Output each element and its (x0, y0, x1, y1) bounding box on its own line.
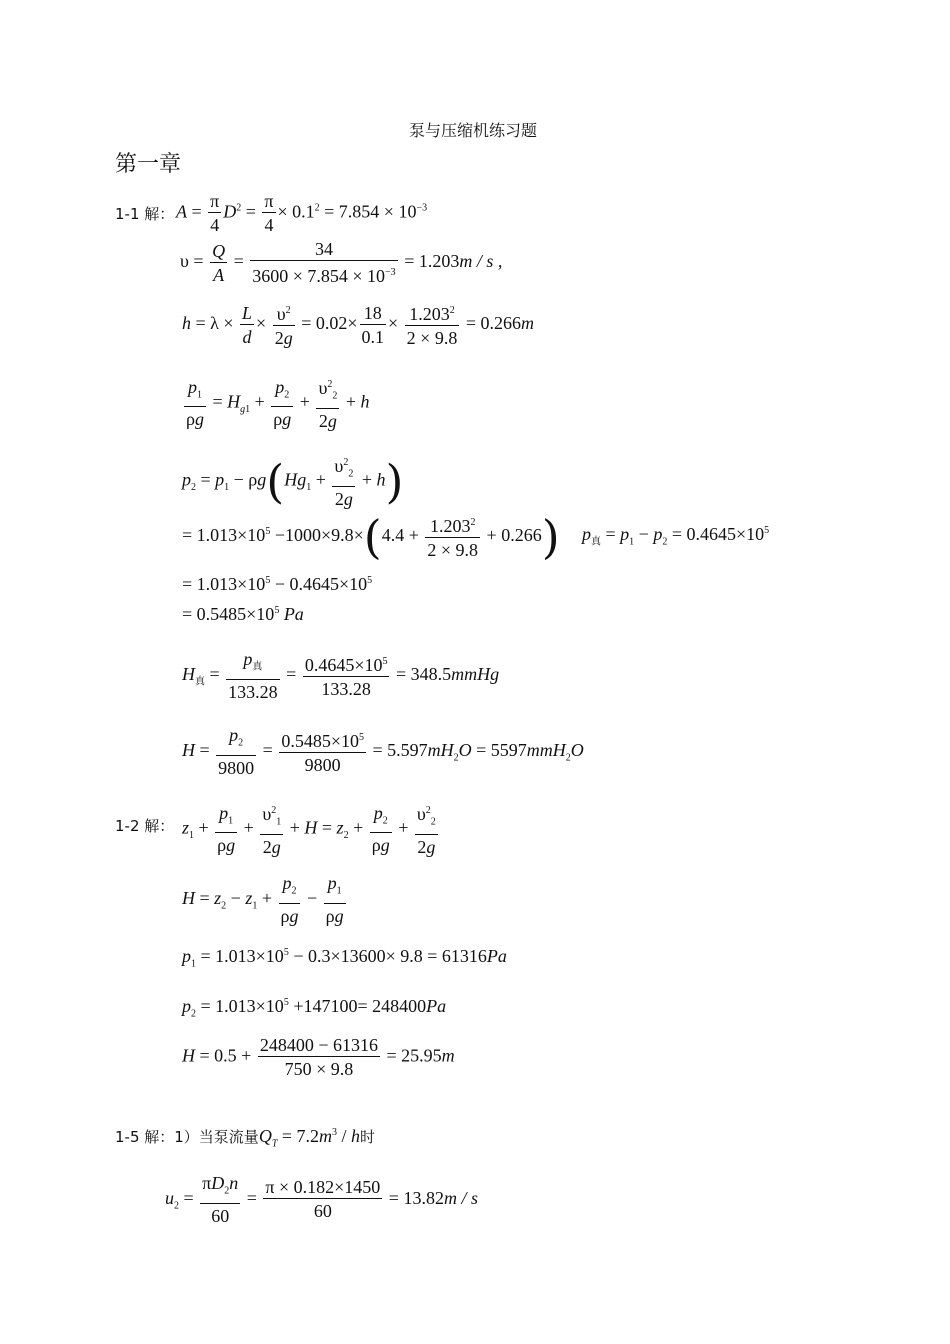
equation-head-loss: h = λ × $\frac{L}{d}$ × $\frac{\upsilon^2}{2g}$ = 0.02× $\frac{18}{0.1}$ × $\frac{1.203^2}{2 \times 9.8}$ = 0.266m (182, 300, 534, 350)
equation-area: A = $\frac{\pi}{4}$ $D^2$ = $\frac{\pi}{4}$ × $0.1^2 = 7.854 \times 10^{-3}$ (176, 191, 428, 235)
equation-p2-b: $p_2 = 1.013\times 10^5 +147100= 248400Pa$ (182, 996, 447, 1020)
equation-p2-numeric: = $1.013\times 10^5 -1000\times 9.8\times(4.4$ + $\frac{1.203^2}{2 \times 9.8}$ + 0.266) (182, 510, 560, 564)
document-title: 泵与压缩机练习题 (409, 121, 538, 140)
equation-head: $H = z_2 - z_1$ + $\frac{p_2}{\rho g}$ − $\frac{p_1}{\rho g}$ (182, 873, 344, 926)
equation-p2: $p_2 = p_1 - \rho g(Hg_1$ + $\frac{\upsilon^2_2}{2g}$ + h) (182, 452, 403, 511)
equation-p2-result: = $0.5485\times 10^5$ Pa (182, 604, 304, 624)
equation-p2-step: = $1.013\times 10^5 - 0.4645\times 10^5$ (182, 574, 373, 594)
equation-h-water: H = $\frac{p_2}{9800}$ = $\frac{0.5485\times 10^5}{9800}$ = $5.597mH_2O = 5597mmH_2O$ (182, 725, 584, 778)
equation-bernoulli: $\frac{p_1}{\rho g}$ = $H_{g1}$ + $\frac{p_2}{\rho g}$ + $\frac{\upsilon^2_2}{2g}$ + h (182, 374, 370, 433)
equation-h-result: H = 0.5 + $\frac{248400 - 61316}{750 \times 9.8}$ = 25.95m (182, 1035, 455, 1079)
equation-h-vacuum: $H_真$ = $p_真$ 133.28 = $\frac{0.4645\times 10^5}{133.28}$ = 348.5mmHg (182, 649, 500, 702)
equation-p-vacuum: $p_真 = p_1 - p_2 = 0.4645\times 10^5$ (582, 524, 770, 548)
equation-velocity: υ = $\frac{Q}{A}$ = $\frac{34}{3600 \times 7.854 \times 10^{-3}}$ = 1.203m / s , (180, 239, 503, 286)
equation-energy: $z_1$ + $\frac{p_1}{\rho g}$ + $\frac{\upsilon^2_1}{2g}$ + $H = z_2$ + $\frac{p_2}{\rho g}$ + $\frac{\upsilon^2_2}{2g}$ (182, 800, 440, 859)
equation-p1: $p_1 = 1.013\times 10^5 - 0.3\times 13600\times 9.8 = 61316Pa$ (182, 946, 507, 970)
problem-label-1-2: 1-2 解： (115, 817, 175, 835)
problem-label-1-1: 1-1 解： (115, 205, 175, 223)
chapter-heading: 第一章 (115, 152, 182, 177)
problem-label-1-5: 1-5 解：1）当泵流量$Q_T = 7.2m^3 / h$时 (115, 1126, 376, 1150)
equation-u2: $u_2$ = $\frac{\pi D_2n}{60}$ = $\frac{\pi \times 0.182\times 1450}{60}$ = 13.82m / s (165, 1173, 478, 1226)
